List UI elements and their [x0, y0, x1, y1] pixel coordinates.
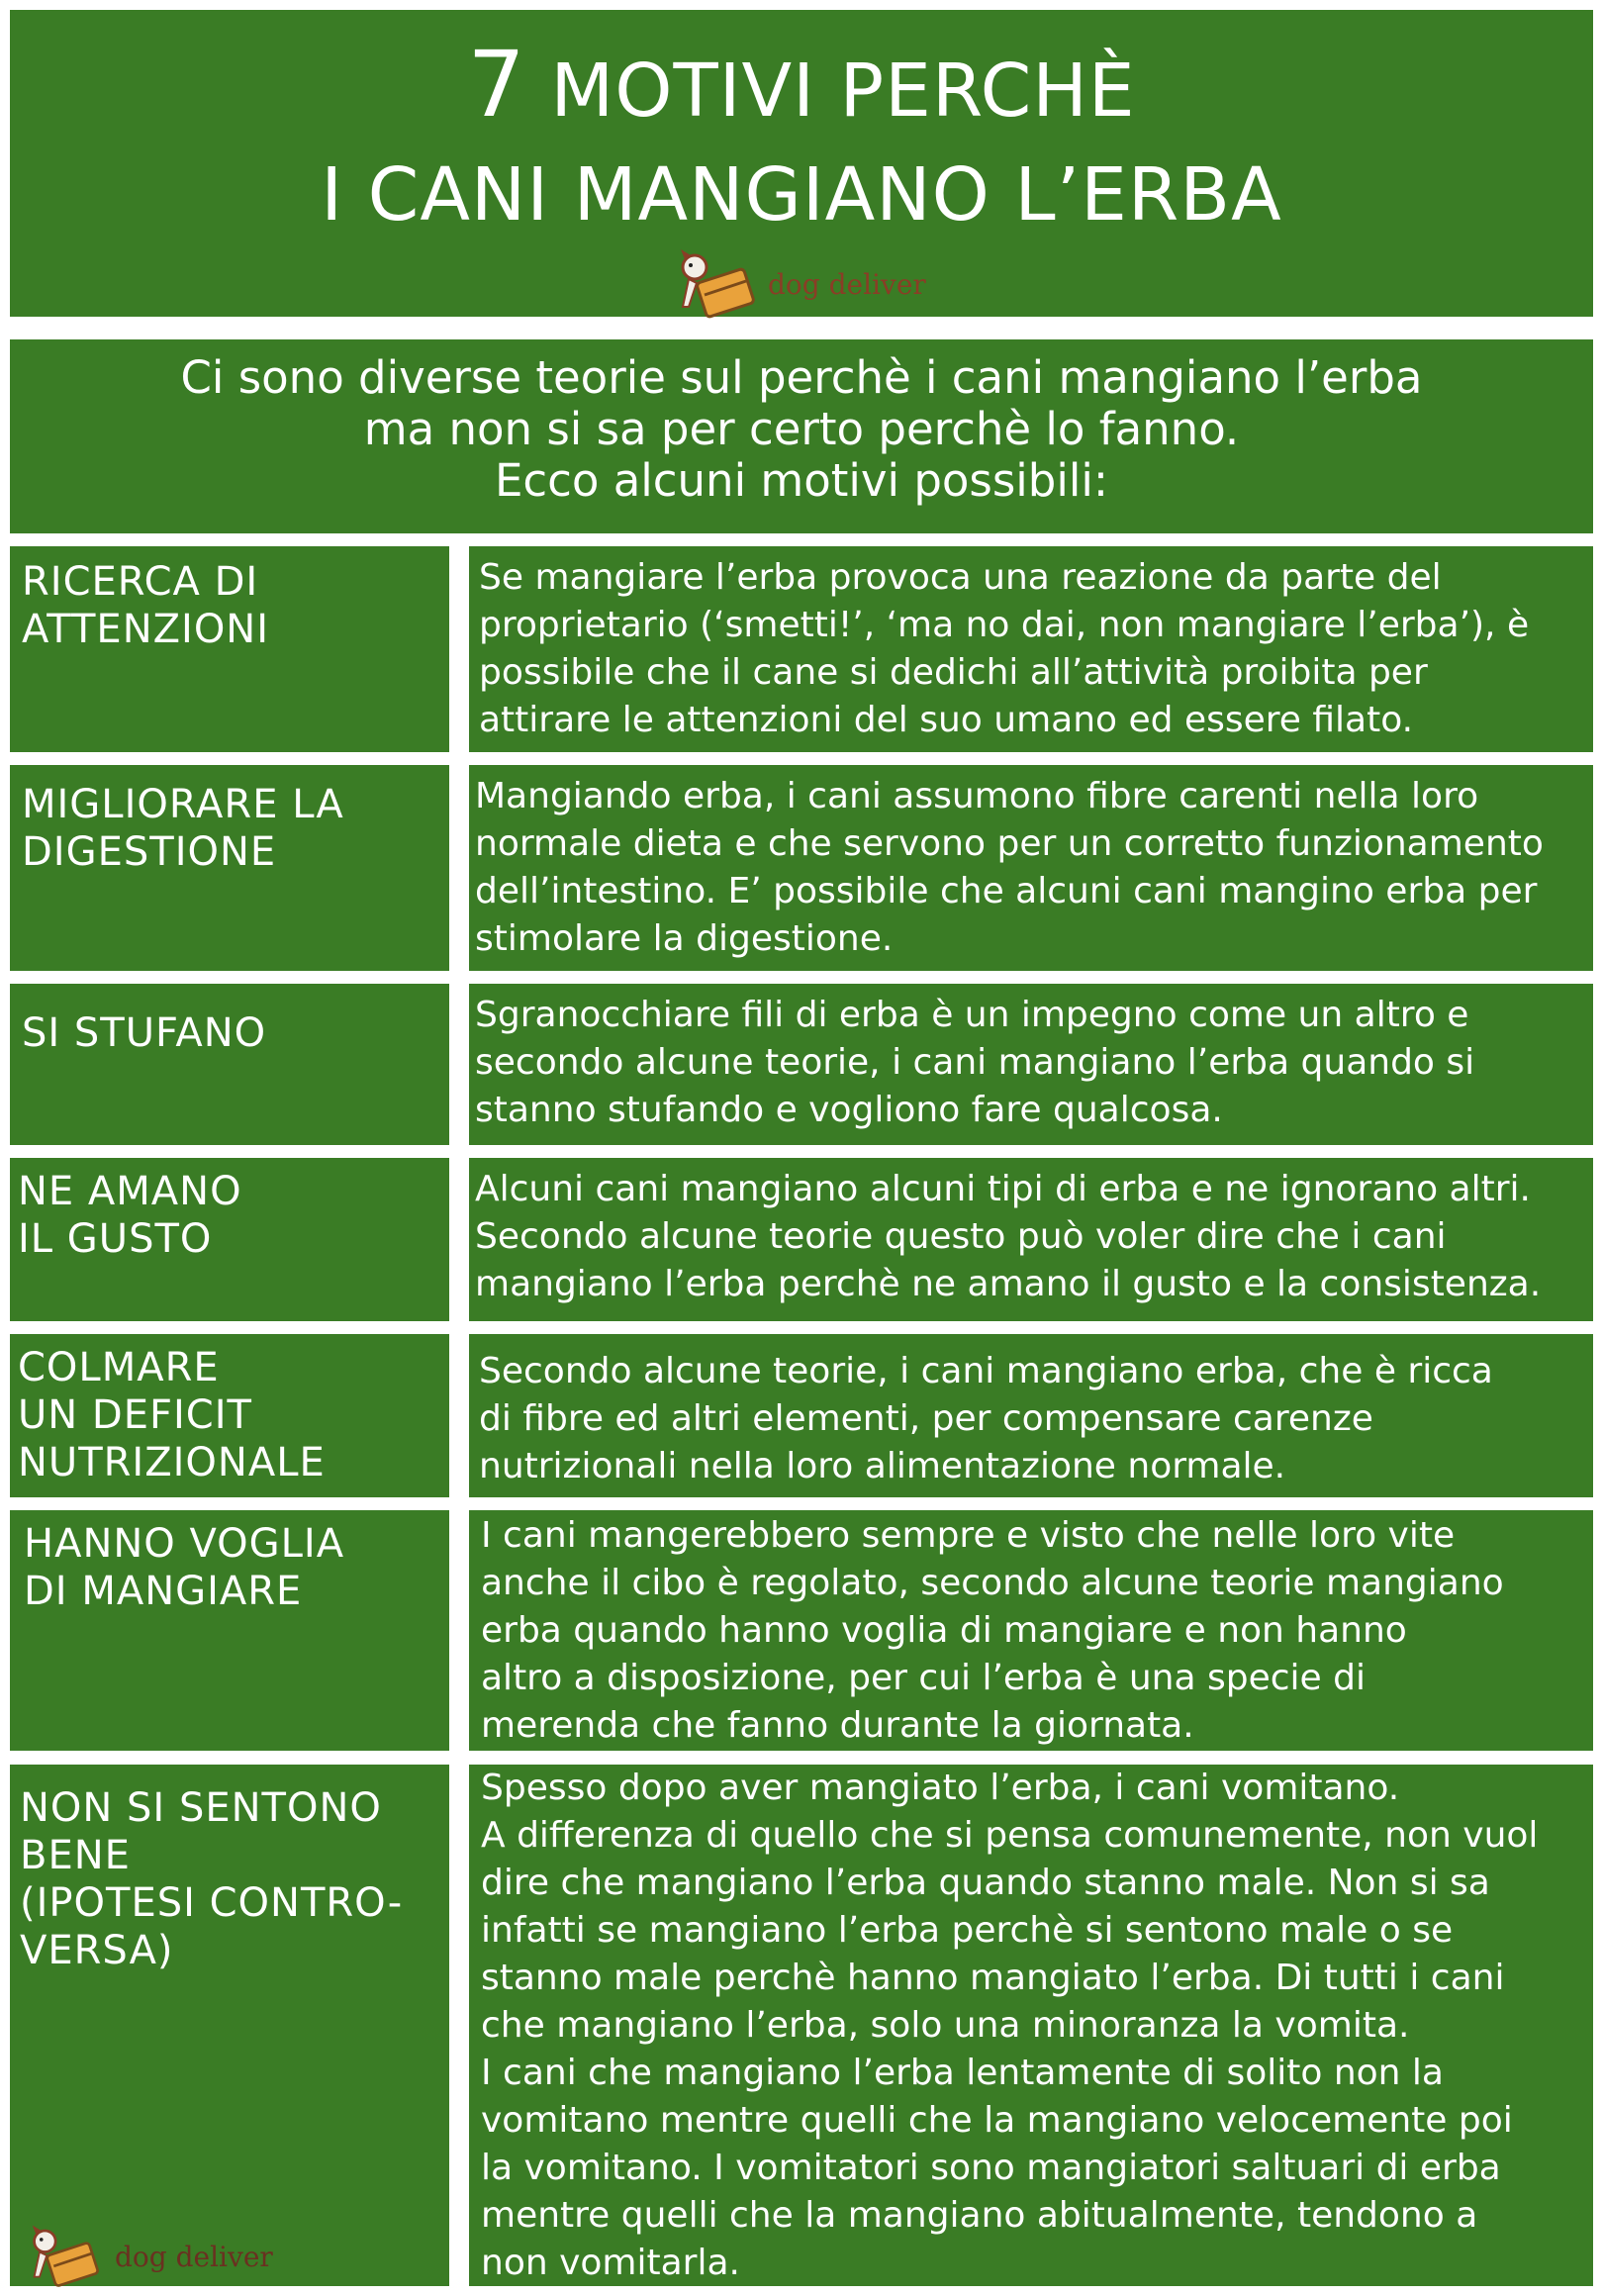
reason-desc-line: merenda che fanno durante la giornata. [481, 1705, 1194, 1746]
page-title-line-1 [10, 10, 1593, 138]
reason-desc-line: nutrizionali nella loro alimentazione normale. [479, 1446, 1286, 1486]
reason-label-line: VERSA) [20, 1928, 174, 1973]
reason-desc-attention [469, 546, 1593, 752]
reason-desc-line: la vomitano. I vomitatori sono mangiatori saltuari di erba [481, 2148, 1501, 2188]
reason-desc-line: Secondo alcune teorie, i cani mangiano erba, che è ricca [479, 1351, 1493, 1391]
intro-line: Ci sono diverse teorie sul perchè i cani mangiano l’erba [180, 351, 1423, 404]
intro-line: ma non si sa per certo perchè lo fanno. [363, 403, 1240, 455]
reason-label-line: DI MANGIARE [24, 1569, 303, 1614]
reason-label-nutrition [10, 1334, 449, 1497]
reason-desc-digestion [469, 765, 1593, 971]
reason-label-line: SI STUFANO [22, 1010, 267, 1056]
reason-label-line: RICERCA DI [22, 559, 259, 605]
reason-desc-line: Se mangiare l’erba provoca una reazione da parte del [479, 557, 1442, 598]
dog-logo-icon [675, 245, 760, 323]
reason-desc-line: mentre quelli che la mangiano abitualmente, tendono a [481, 2195, 1478, 2236]
reason-desc-line: che mangiano l’erba, solo una minoranza la vomita. [481, 2005, 1410, 2046]
reason-label-line: NUTRIZIONALE [18, 1440, 326, 1485]
intro-line: Ecco alcuni motivi possibili: [494, 454, 1109, 507]
title-banner [10, 10, 1593, 317]
reason-desc-line: Secondo alcune teorie questo può voler dire che i cani [475, 1216, 1447, 1257]
reason-desc-line: Spesso dopo aver mangiato l’erba, i cani vomitano. [481, 1768, 1400, 1808]
reason-desc-line: stimolare la digestione. [475, 918, 894, 959]
reason-desc-line: normale dieta e che servono per un corretto funzionamento [475, 823, 1544, 864]
reason-desc-line: erba quando hanno voglia di mangiare e non hanno [481, 1610, 1407, 1651]
intro-box [10, 339, 1593, 533]
header-logo-text: dog deliver [768, 267, 926, 301]
reason-desc-line: infatti se mangiano l’erba perchè si sentono male o se [481, 1910, 1454, 1951]
reason-label-unwell [10, 1765, 449, 2286]
reason-desc-line: proprietario (‘smetti!’, ‘ma no dai, non mangiare l’erba’), è [479, 605, 1530, 645]
dog-logo-icon [24, 2222, 107, 2291]
reason-desc-line: anche il cibo è regolato, secondo alcune teorie mangiano [481, 1563, 1504, 1603]
reason-desc-line: dell’intestino. E’ possibile che alcuni cani mangino erba per [475, 871, 1538, 911]
reason-label-line: (IPOTESI CONTRO- [20, 1880, 404, 1926]
reason-label-digestion [10, 765, 449, 971]
reason-label-line: MIGLIORARE LA [22, 782, 344, 827]
reason-desc-line: Mangiando erba, i cani assumono fibre carenti nella loro [475, 776, 1479, 816]
reason-label-line: UN DEFICIT [18, 1392, 252, 1438]
reason-label-hunger [10, 1510, 449, 1751]
title-line-1-text: MOTIVI PERCHÈ [550, 48, 1136, 134]
page-title-line-2: I CANI MANGIANO L’ERBA [321, 152, 1282, 238]
reason-desc-nutrition [469, 1334, 1593, 1497]
header-logo [675, 245, 926, 323]
reason-desc-line: altro a disposizione, per cui l’erba è una specie di [481, 1658, 1366, 1698]
title-number: 7 [467, 32, 526, 138]
reason-desc-hunger [469, 1510, 1593, 1751]
reason-label-line: BENE [20, 1833, 131, 1878]
reason-desc-line: I cani mangerebbero sempre e visto che nelle loro vite [481, 1515, 1456, 1556]
reason-desc-line: attirare le attenzioni del suo umano ed essere filato. [479, 700, 1414, 740]
reason-label-taste [10, 1158, 449, 1321]
reason-desc-line: Sgranocchiare fili di erba è un impegno come un altro e [475, 995, 1469, 1035]
reason-desc-line: possibile che il cane si dedichi all’attività proibita per [479, 652, 1428, 693]
reason-desc-line: non vomitarla. [481, 2243, 740, 2283]
reason-desc-line: Alcuni cani mangiano alcuni tipi di erba e ne ignorano altri. [475, 1169, 1531, 1209]
reason-desc-line: vomitano mentre quelli che la mangiano velocemente poi [481, 2100, 1513, 2141]
reason-label-boredom [10, 984, 449, 1145]
reason-label-line: NE AMANO [18, 1169, 242, 1214]
reason-desc-line: di fibre ed altri elementi, per compensare carenze [479, 1398, 1373, 1439]
reason-desc-unwell [469, 1765, 1593, 2286]
reason-label-line: NON SI SENTONO [20, 1785, 382, 1831]
reason-desc-taste [469, 1158, 1593, 1321]
reason-label-line: COLMARE [18, 1345, 220, 1390]
reason-label-line: HANNO VOGLIA [24, 1521, 345, 1567]
reason-label-attention [10, 546, 449, 752]
reason-desc-line: secondo alcune teorie, i cani mangiano l’erba quando si [475, 1042, 1475, 1083]
reason-desc-line: A differenza di quello che si pensa comunemente, non vuol [481, 1815, 1539, 1856]
reason-desc-boredom [469, 984, 1593, 1145]
reason-desc-line: stanno stufando e vogliono fare qualcosa. [475, 1090, 1223, 1130]
reason-desc-line: mangiano l’erba perchè ne amano il gusto e la consistenza. [475, 1264, 1542, 1304]
footer-logo [24, 2222, 273, 2291]
reason-label-line: ATTENZIONI [22, 607, 270, 652]
reason-label-line: DIGESTIONE [22, 829, 277, 875]
footer-logo-text: dog deliver [115, 2240, 273, 2273]
reason-desc-line: I cani che mangiano l’erba lentamente di solito non la [481, 2053, 1444, 2093]
reason-label-line: IL GUSTO [18, 1216, 213, 1262]
reason-desc-line: dire che mangiano l’erba quando stanno male. Non si sa [481, 1863, 1490, 1903]
reason-desc-line: stanno male perchè hanno mangiato l’erba. Di tutti i cani [481, 1958, 1505, 1998]
